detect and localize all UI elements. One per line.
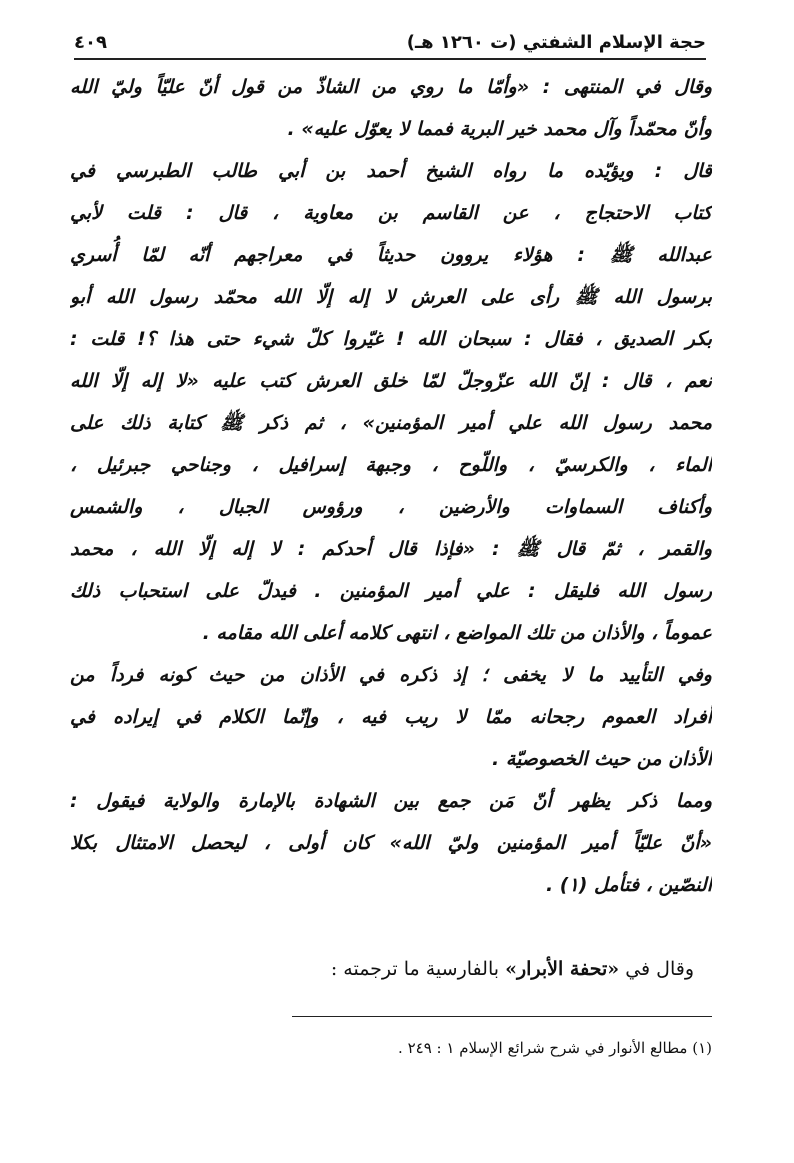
header-title: حجة الإسلام الشفتي (ت ١٢٦٠ هـ) — [406, 31, 706, 53]
intro-after: بالفارسية ما ترجمته : — [330, 958, 500, 980]
text-line: وأنّ محمّداً وآل محمد خير البرية فمما لا يعوّل عليه» . — [287, 118, 712, 140]
text-line: محمد رسول الله علي أمير المؤمنين» ، ثم ذكر ﷺ كتابة ذلك على — [70, 412, 712, 434]
text-line: عبدالله ﷺ : هؤلاء يروون حديثاً في معراجهم أنّه لمّا أُسري — [70, 244, 712, 266]
intro-before: وقال في — [625, 958, 694, 980]
footnote-divider — [292, 1016, 712, 1017]
text-line: أفراد العموم رجحانه ممّا لا ريب فيه ، وإنّما الكلام في إيراده في — [70, 706, 712, 728]
page-number: ٤٠٩ — [74, 31, 107, 53]
footnote: (١) مطالع الأنوار في شرح شرائع الإسلام ١ : ٢٤٩ . — [398, 1039, 712, 1057]
text-line: الماء ، والكرسيّ ، واللّوح ، وجبهة إسرافيل ، وجناحي جبرئيل ، — [70, 454, 712, 476]
text-line: وأكناف السماوات والأرضين ، ورؤوس الجبال ، والشمس — [70, 496, 712, 518]
text-line: «أنّ عليّاً أمير المؤمنين وليّ الله» كان أولى ، ليحصل الامتثال بكلا — [70, 832, 712, 854]
running-header — [74, 26, 706, 60]
text-line: النصّين ، فتأمل (١) . — [545, 874, 712, 896]
text-line: كتاب الاحتجاج ، عن القاسم بن معاوية ، قال : قلت لأبي — [70, 202, 712, 224]
text-line: بكر الصديق ، فقال : سبحان الله ! غيّروا كلّ شيء حتى هذا ؟! قلت : — [70, 328, 712, 350]
text-line: وقال في المنتهى : «وأمّا ما روي من الشاذّ من قول أنّ عليّاً وليّ الله — [70, 76, 712, 98]
text-line: وفي التأييد ما لا يخفى ؛ إذ ذكره في الأذان من حيث كونه فرداً من — [70, 664, 712, 686]
text-line: نعم ، قال : إنّ الله عزّوجلّ لمّا خلق العرش كتب عليه «لا إله إلّا الله — [70, 370, 712, 392]
translation-intro-line — [70, 948, 694, 990]
text-line: والقمر ، ثمّ قال ﷺ : «فإذا قال أحدكم : لا إله إلّا الله ، محمد — [70, 538, 712, 560]
text-line: رسول الله فليقل : علي أمير المؤمنين . فيدلّ على استحباب ذلك — [70, 580, 712, 602]
text-line: برسول الله ﷺ رأى على العرش لا إله إلّا الله محمّد رسول الله أبو — [70, 286, 712, 308]
book-title: «تحفة الأبرار» — [505, 958, 620, 980]
main-text — [70, 66, 712, 906]
text-line: قال : ويؤيّده ما رواه الشيخ أحمد بن أبي طالب الطبرسي في — [70, 160, 712, 182]
text-line: عموماً ، والأذان من تلك المواضع ، انتهى كلامه أعلى الله مقامه . — [202, 622, 712, 644]
text-line: الأذان من حيث الخصوصيّة . — [492, 748, 712, 770]
text-line: ومما ذكر يظهر أنّ مَن جمع بين الشهادة بالإمارة والولاية فيقول : — [70, 790, 712, 812]
